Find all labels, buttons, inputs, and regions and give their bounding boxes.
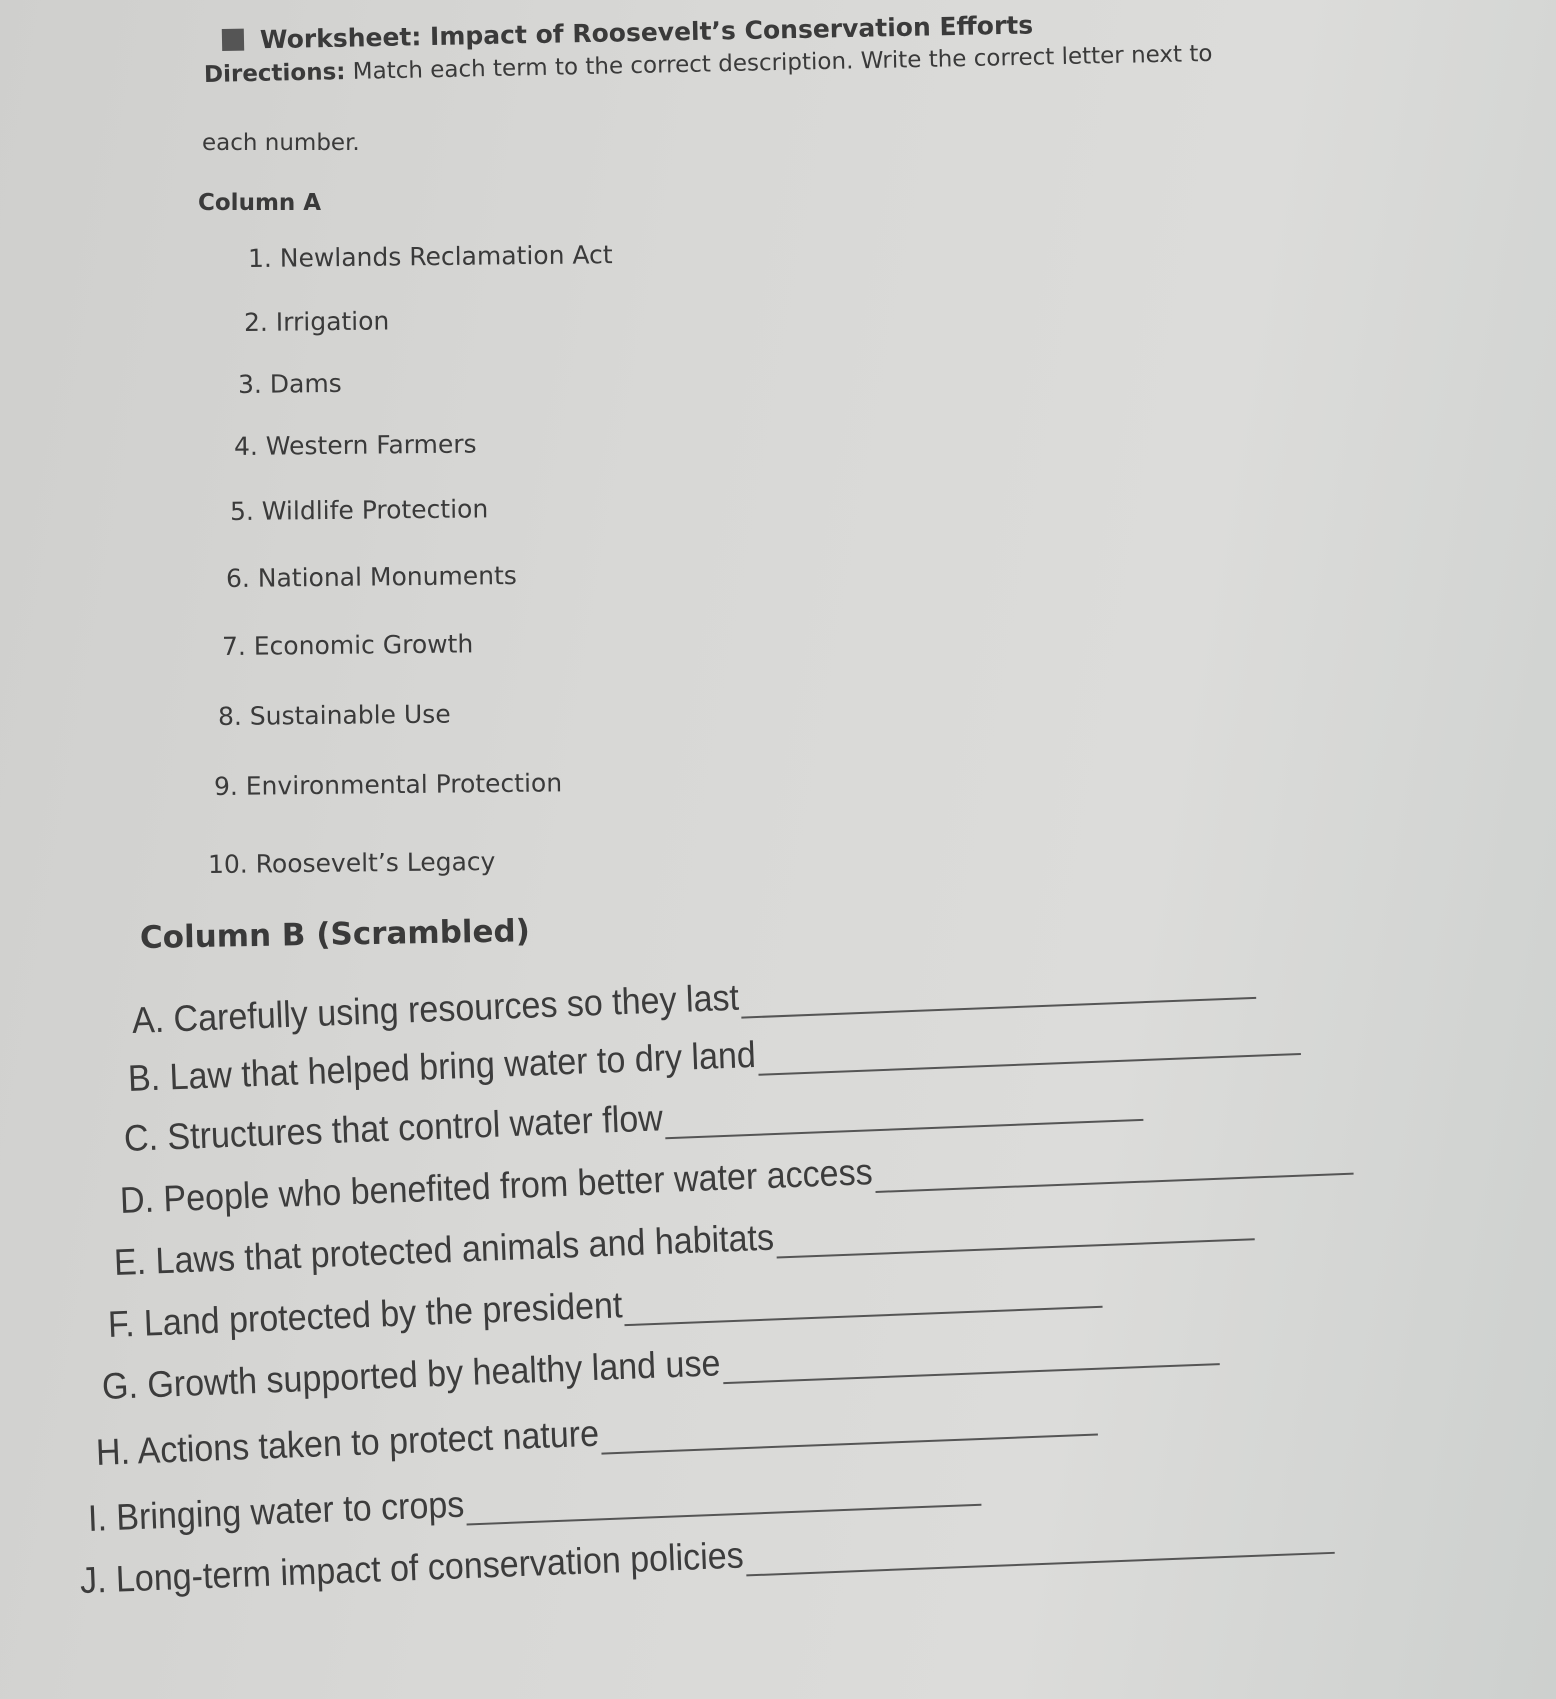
answer-blank[interactable] [746,1551,1334,1577]
column-a-item: 5. Wildlife Protection [229,494,489,526]
column-a-item: 1. Newlands Reclamation Act [247,240,613,273]
column-b-item: G. Growth supported by healthy land use [101,1323,1219,1408]
answer-blank[interactable] [665,1118,1143,1139]
answer-blank[interactable] [776,1237,1254,1258]
column-b-item: I. Bringing water to crops [87,1464,982,1540]
answer-blank[interactable] [875,1172,1353,1193]
answer-blank[interactable] [467,1503,982,1526]
column-a-item: 7. Economic Growth [221,629,474,661]
column-a-item: 10. Roosevelt’s Legacy [207,846,496,879]
answer-blank[interactable] [601,1433,1098,1455]
column-b-item: B. Law that helped bring water to dry land [127,1013,1301,1100]
worksheet-title: Worksheet: Impact of Roosevelt’s Conservation Efforts [222,10,1034,55]
column-a-item: 9. Environmental Protection [213,768,563,801]
answer-blank[interactable] [758,1052,1301,1076]
column-b-item: H. Actions taken to protect nature [95,1394,1098,1474]
column-b-item: E. Laws that protected animals and habitats [113,1198,1254,1284]
answer-blank[interactable] [723,1362,1220,1384]
column-a-item: 4. Western Farmers [233,429,477,461]
column-b-item: C. Structures that control water flow [123,1079,1143,1160]
column-a-item: 2. Irrigation [243,306,390,337]
column-b-item: F. Land protected by the president [107,1266,1103,1346]
column-b-heading: Column B (Scrambled) [139,913,531,956]
directions-continued: each number. [202,130,360,156]
square-bullet-icon [222,29,244,51]
column-a-item: 8. Sustainable Use [217,699,451,731]
column-a-item: 3. Dams [237,368,342,399]
column-b-item: J. Long-term impact of conservation policies [79,1512,1334,1602]
directions: Directions: Match each term to the correct description. Write the correct letter next to [203,40,1213,88]
column-a-item: 6. National Monuments [225,560,518,593]
answer-blank[interactable] [625,1305,1103,1326]
column-b-item: D. People who benefited from better water access [119,1133,1353,1222]
answer-blank[interactable] [741,996,1256,1019]
column-a-heading: Column A [198,190,322,216]
column-b-item: A. Carefully using resources so they last [131,957,1256,1042]
